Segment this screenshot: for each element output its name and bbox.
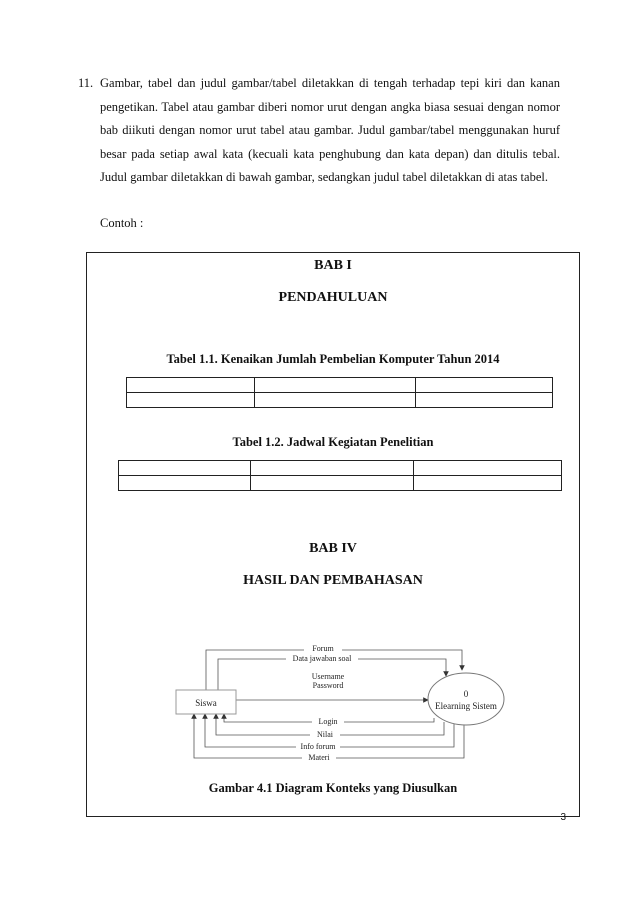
process-name: Elearning Sistem — [435, 701, 497, 711]
process-number: 0 — [463, 689, 469, 699]
list-number: 11. — [78, 76, 94, 90]
bab1-subtitle: PENDAHULUAN — [278, 290, 388, 305]
flow-info-forum-label: Info forum — [300, 742, 336, 751]
flow-nilai-label: Nilai — [317, 730, 333, 739]
flow-login-label: Login — [318, 717, 338, 726]
page-number: 3 — [560, 812, 566, 823]
flow-forum-label: Forum — [312, 644, 334, 653]
example-label: Contoh : — [100, 216, 144, 230]
bab4-subtitle: HASIL DAN PEMBAHASAN — [243, 573, 423, 588]
flow-username-label: Username — [311, 672, 345, 681]
table1-caption: Tabel 1.1. Kenaikan Jumlah Pembelian Komputer Tahun 2014 — [166, 352, 500, 366]
flow-data-jawaban-label: Data jawaban soal — [292, 654, 352, 663]
paragraph-text: Gambar, tabel dan judul gambar/tabel diletakkan di tengah terhadap tepi kiri dan kanan pengetikan. Tabel atau gambar diberi nomor urut dengan angka biasa sesuai dengan nomor bab diikuti dengan nomor urut tabel atau gambar. Judul gambar/tabel menggunakan huruf besar pada setiap awal kata (kecuali kata penghubung dan kata depan) dan ditulis tebal. Judul gambar diletakkan di bawah gambar, sedangkan judul tabel diletakkan di atas tabel. — [100, 76, 560, 184]
flow-materi-label: Materi — [308, 753, 330, 762]
process-circle — [428, 673, 504, 725]
bab4-title: BAB IV — [309, 541, 357, 556]
table2-caption: Tabel 1.2. Jadwal Kegiatan Penelitian — [232, 435, 434, 449]
figure-caption: Gambar 4.1 Diagram Konteks yang Diusulkan — [208, 781, 458, 795]
flow-password-label: Password — [312, 681, 344, 690]
bab1-title: BAB I — [314, 258, 352, 273]
siswa-label: Siswa — [195, 698, 217, 708]
